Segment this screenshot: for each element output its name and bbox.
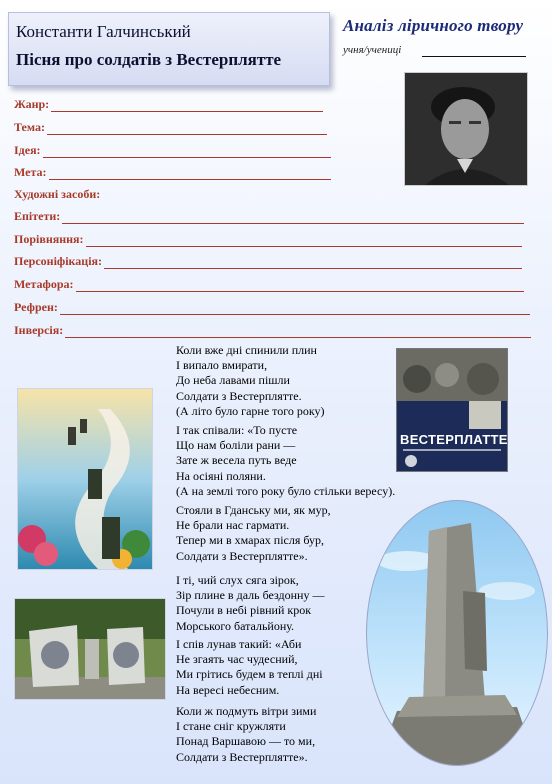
goal-row [14, 160, 331, 180]
genre-row [14, 92, 323, 112]
memorial-photo [14, 598, 166, 700]
metaphor-field[interactable] [76, 277, 524, 292]
poem-stanza-4: І ті, чий слух сяга зірок, Зір плине в даль бездонну — Почули в небі рівний крок Морського батальйону. [176, 573, 325, 633]
poem-stanza-3: Стояли в Гданську ми, як мур, Не брали нас гармати. Тепер ми в хмарах після бур, Солдати з Вестерплятте». [176, 503, 331, 563]
westerplatte-monument-photo [366, 500, 548, 766]
means-label: Художні засоби: [14, 187, 101, 201]
refrain-row [14, 295, 530, 315]
personification-field[interactable] [104, 254, 522, 269]
student-name-field[interactable] [422, 56, 526, 57]
genre-field[interactable] [51, 97, 323, 112]
idea-field[interactable] [43, 143, 331, 158]
theme-field[interactable] [47, 120, 327, 135]
poem-stanza-5: І спів лунав такий: «Аби Не згаять час чудесний, Ми грітись будем в теплі дні На вересі небесним. [176, 637, 323, 697]
westerplatte-book-cover [396, 348, 508, 472]
poem-stanza-6: Коли ж подмуть вітри зими І стане сніг кружляти Понад Варшавою — то ми, Солдати з Вестерплятте». [176, 704, 317, 764]
stairway-to-heaven-illustration [17, 388, 153, 570]
comparisons-row [14, 227, 522, 247]
metaphor-row [14, 272, 524, 292]
personification-label: Персоніфікація: [14, 254, 103, 268]
epithets-row [14, 204, 524, 224]
theme-row [14, 115, 327, 135]
poet-portrait [404, 72, 528, 186]
comparisons-label: Порівняння: [14, 232, 84, 246]
genre-label: Жанр: [14, 97, 50, 111]
poem-stanza-2: І так співали: «То пусте Що нам боліли рани — Зате ж весела путь веде На осіяні поляни. (А на землі того року було стільки вересу). [176, 423, 396, 498]
theme-label: Тема: [14, 120, 45, 134]
means-row [14, 182, 100, 202]
comparisons-field[interactable] [86, 232, 522, 247]
poem-stanza-1: Коли вже дні спинили плин І випало вмирати, До неба лавами пішли Солдати з Вестерплятте. (А літо було гарне того року) [176, 343, 325, 418]
book-title-text: ВЕСТЕРПЛАТТЕ [400, 432, 508, 447]
refrain-field[interactable] [60, 300, 530, 315]
author-name: Константи Галчинський [16, 22, 191, 41]
goal-label: Мета: [14, 165, 47, 179]
inversion-field[interactable] [65, 323, 531, 338]
goal-field[interactable] [49, 165, 331, 180]
epithets-label: Епітети: [14, 209, 61, 223]
analysis-title: Аналіз ліричного твору [343, 16, 524, 35]
epithets-field[interactable] [62, 209, 524, 224]
idea-row [14, 138, 331, 158]
personification-row [14, 249, 522, 269]
student-label: учня/учениці [343, 44, 402, 56]
idea-label: Ідея: [14, 143, 41, 157]
inversion-row [14, 318, 531, 338]
refrain-label: Рефрен: [14, 300, 58, 314]
inversion-label: Інверсія: [14, 323, 64, 337]
metaphor-label: Метафора: [14, 277, 74, 291]
poem-title: Пісня про солдатів з Вестерплятте [16, 50, 282, 69]
